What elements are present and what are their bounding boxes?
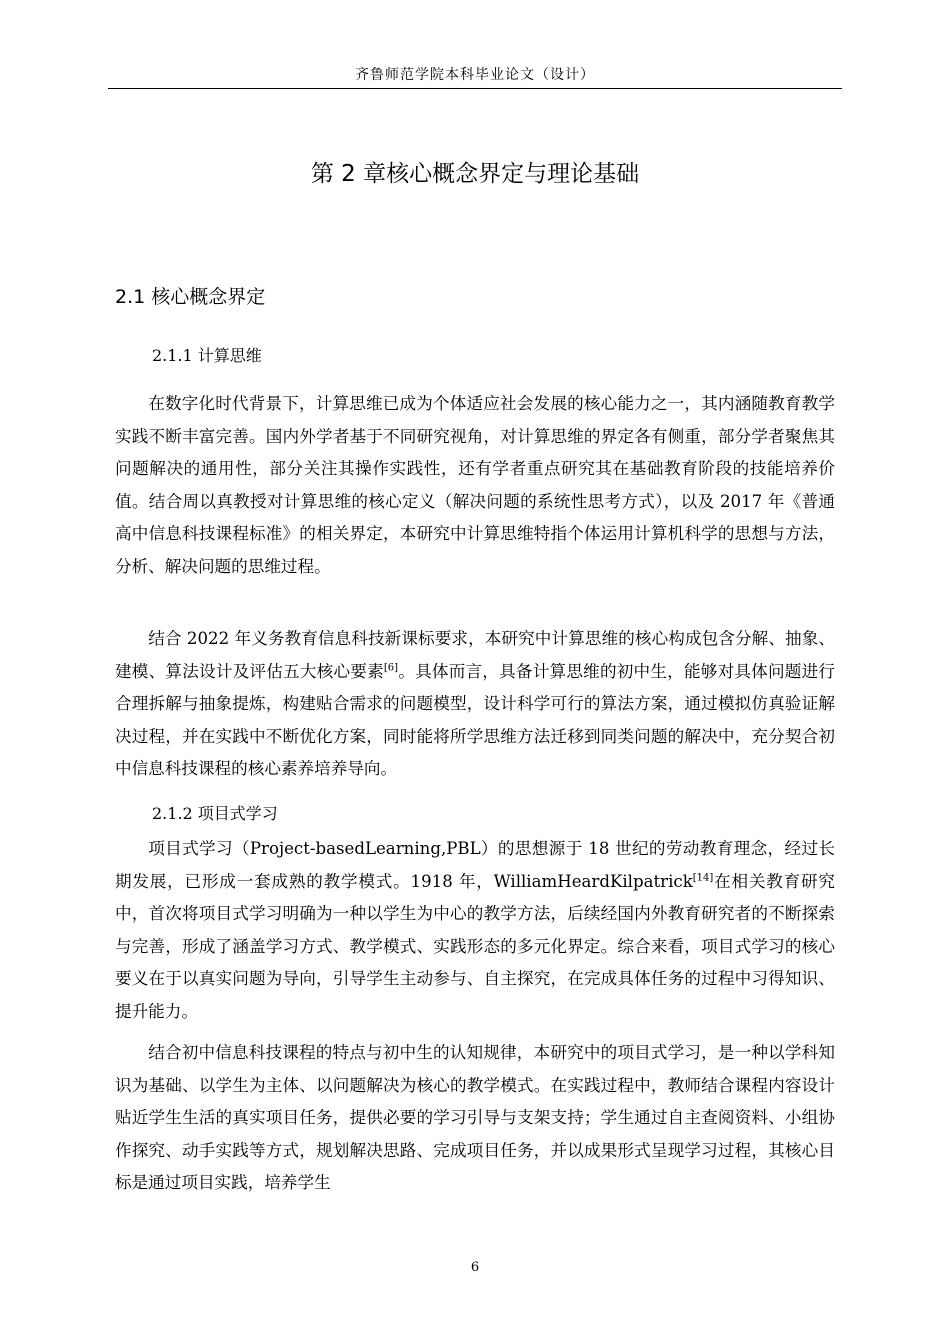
page-number: 6: [470, 1260, 480, 1275]
paragraph: 在数字化时代背景下，计算思维已成为个体适应社会发展的核心能力之一，其内涵随教育教学实践不断丰富完善。国内外学者基于不同研究视角，对计算思维的界定各有侧重，部分学者聚焦其问题解决的通用性，部分关注其操作实践性，还有学者重点研究其在基础教育阶段的技能培养价值。结合周以真教授对计算思维的核心定义（解决问题的系统性思考方式），以及 2017 年《普通高中信息科技课程标准》的相关界定，本研究中计算思维特指个体运用计算机科学的思想与方法，分析、解决问题的思维过程。: [115, 394, 835, 576]
paragraph: [115, 623, 835, 786]
header-divider: [108, 88, 842, 89]
running-header: 齐鲁师范学院本科毕业论文（设计）: [355, 67, 595, 83]
paragraph-text: 结合 2022 年义务教育信息科技新课标要求，本研究中计算思维的核心构成包含分解、抽象、建模、算法设计及评估五大核心要素: [115, 629, 835, 681]
citation-ref: [14]: [692, 872, 714, 884]
paragraph-text: 。具体而言，具备计算思维的初中生，能够对具体问题进行合理拆解与抽象提炼，构建贴合需求的问题模型，设计科学可行的算法方案，通过模拟仿真验证解决过程，并在实践中不断优化方案，同时能将所学思维方法迁移到同类问题的解决中，充分契合初中信息科技课程的核心素养培养导向。: [115, 661, 836, 779]
paragraph: [115, 833, 835, 1029]
paragraph-text: 在相关教育研究中，首次将项目式学习明确为一种以学生为中心的教学方法，后续经国内外教育研究者的不断探索与完善，形成了涵盖学习方式、教学模式、实践形态的多元化界定。综合来看，项目式学习的核心要义在于以真实问题为导向，引导学生主动参与、自主探究，在完成具体任务的过程中习得知识、提升能力。: [115, 871, 835, 1021]
citation-ref: [6]: [383, 662, 399, 674]
paragraph-text: 项目式学习（Project-basedLearning,PBL）的思想源于 18 世纪的劳动教育理念，经过长期发展，已形成一套成熟的教学模式。1918 年，WilliamHeardKilpatrick: [115, 839, 835, 891]
paragraph: 结合初中信息科技课程的特点与初中生的认知规律，本研究中的项目式学习，是一种以学科知识为基础、以学生为主体、以问题解决为核心的教学模式。在实践过程中，教师结合课程内容设计贴近学生生活的真实项目任务，提供必要的学习引导与支架支持；学生通过自主查阅资料、小组协作探究、动手实践等方式，规划解决思路、完成项目任务，并以成果形式呈现学习过程，其核心目标是通过项目实践，培养学生: [115, 1043, 835, 1193]
section-heading: 2.1 核心概念界定: [115, 286, 266, 308]
subsection-heading-computational-thinking: 2.1.1 计算思维: [152, 346, 262, 365]
chapter-title: 第 2 章核心概念界定与理论基础: [310, 161, 640, 187]
subsection-heading-project-based-learning: 2.1.2 项目式学习: [152, 804, 278, 823]
